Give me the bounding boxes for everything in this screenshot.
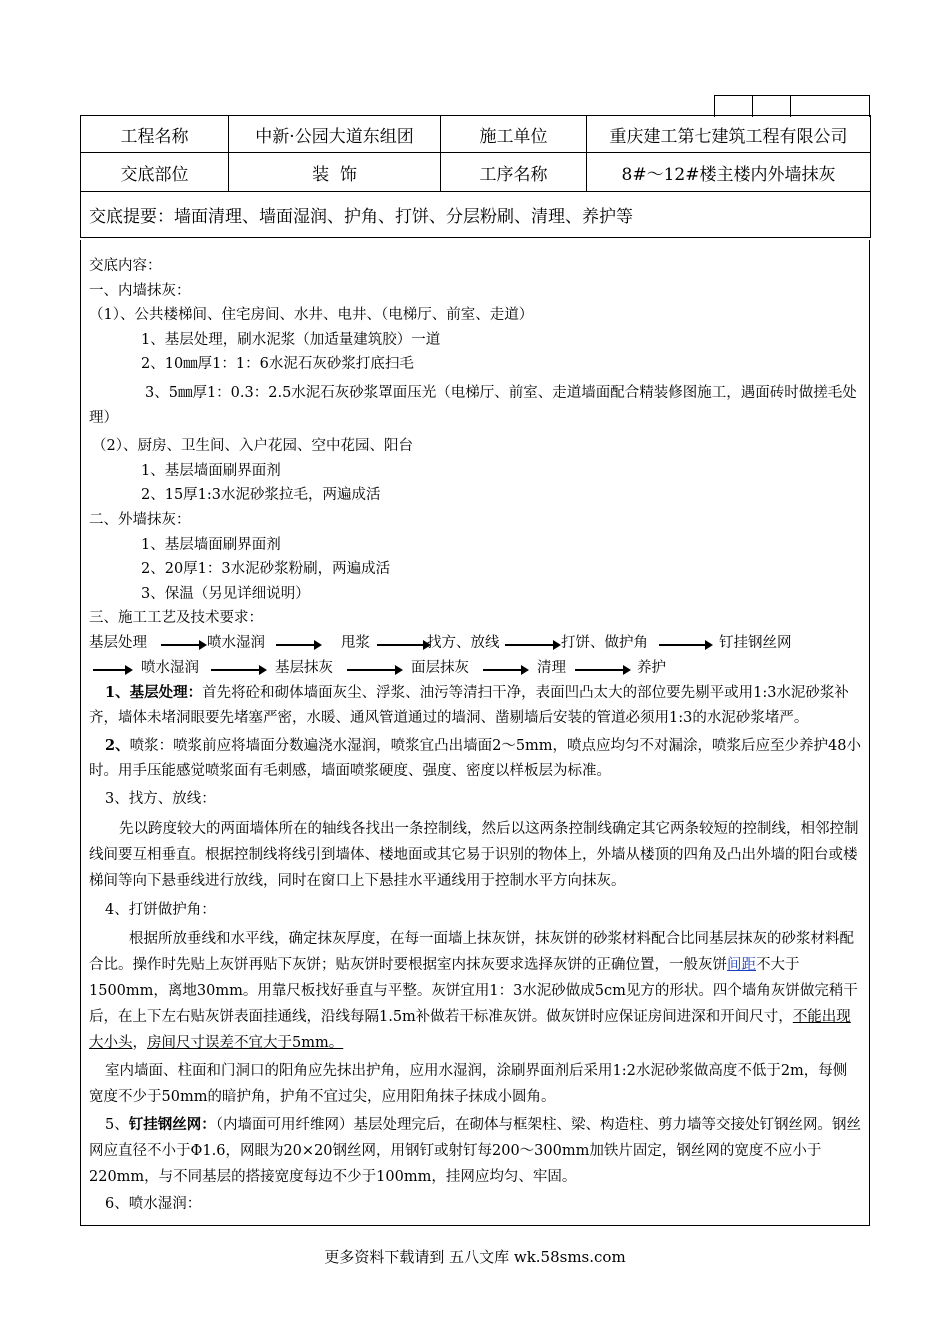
p5-heading: 钉挂钢丝网： (128, 1116, 216, 1134)
p6-heading: 6、喷水湿润： (105, 1196, 202, 1213)
item: 3、保温（另见详细说明） (141, 585, 310, 602)
p2-text: 喷浆：喷浆前应将墙面分数遍浇水湿润，喷浆宜凸出墙面2～5mm，喷点应均匀不对漏涂，喷浆后应至少养护48小时。用手压能感觉喷浆面有毛刺感，墙面喷浆硬度、强度、密度以样板层为标准。 (89, 738, 861, 779)
section-3: 三、施工工艺及技术要求： (89, 610, 263, 627)
flow-step: 喷水湿润 (141, 659, 199, 676)
item: 1、基层墙面刷界面剂 (141, 536, 281, 553)
summary: 交底提要：墙面清理、墙面湿润、护角、打饼、分层粉刷、清理、养护等 (81, 192, 871, 238)
arrow-icon (377, 644, 429, 646)
p1-heading: 1、基层处理： (105, 683, 203, 701)
contractor-value: 重庆建工第七建筑工程有限公司 (587, 116, 871, 153)
section-1-1: （1）、公共楼梯间、住宅房间、水井、电井、（电梯厅、前室、走道） (89, 307, 534, 324)
flow-step: 钉挂钢丝网 (719, 634, 792, 651)
process-value: 8#～12#楼主楼内外墙抹灰 (587, 153, 871, 192)
content-title: 交底内容： (89, 258, 162, 274)
p1-text: 首先将砼和砌体墙面灰尘、浮浆、油污等清扫干净，表面凹凸太大的部位要先剔平或用1:3水泥砂浆补齐，墙体未堵洞眼要先堵塞严密，水暖、通风管道通过的墙洞、凿剔墙后安装的管道必须用1:3的水泥砂浆堵严。 (89, 684, 849, 726)
p4-text-b: 不大于1500mm，离地30mm。用靠尺板找好垂直与平整。灰饼宜用1：3水泥砂做成5cm见方的形状。四个墙角灰饼做完稍干后，在上下左右贴灰饼表面挂通线，沿线每隔1.5m补做若干标准灰饼。做灰饼时应保证房间进深和开间尺寸， (89, 957, 858, 1026)
section-1: 一、内墙抹灰： (89, 282, 191, 299)
paragraph-2 (89, 734, 861, 783)
p4-separator: ， (132, 1035, 147, 1052)
item: 2、15厚1:3水泥砂浆拉毛，两遍成活 (141, 487, 381, 504)
paragraph-1 (89, 681, 861, 730)
item: 1、基层处理，刷水泥浆（加适量建筑胶）一道 (141, 331, 441, 348)
p5-number: 5、 (105, 1117, 129, 1134)
project-label: 工程名称 (81, 116, 229, 153)
flow-step: 找方、放线 (427, 634, 500, 651)
contractor-label: 施工单位 (441, 116, 587, 153)
p3-heading: 3、找方、放线： (105, 791, 216, 808)
item: 2、20厚1：3水泥砂浆粉刷，两遍成活 (141, 561, 391, 578)
flow-step: 面层抹灰 (411, 659, 469, 676)
section-1-2: （2）、厨房、卫生间、入户花园、空中花园、阳台 (92, 438, 413, 455)
item: 3、5㎜厚1：0.3：2.5水泥石灰砂浆罩面压光（电梯厅、前室、走道墙面配合精装修图施工，遇面砖时做搓毛处理） (89, 384, 857, 426)
flow-step: 打饼、做护角 (561, 634, 648, 651)
p2-heading: 2、 (105, 737, 130, 755)
header-table (80, 115, 871, 238)
p4-text-a: 根据所放垂线和水平线，确定抹灰厚度，在每一面墙上抹灰饼，抹灰饼的砂浆材料配合比同基层抹灰的砂浆材料配合比。操作时先贴上灰饼再贴下灰饼；贴灰饼时要根据室内抹灰要求选择灰饼的正确位置，一般灰饼 (89, 931, 854, 974)
flow-step: 养护 (637, 659, 666, 676)
paragraph-5 (89, 1112, 861, 1190)
p5-text: （内墙面可用纤维网）基层处理完后，在砌体与框架柱、梁、构造柱、剪力墙等交接处钉钢丝网。钢丝网应直径不小于Φ1.6，网眼为20×20钢丝网，用钢钉或射钉每200～300mm加铁片固定，钢丝网的宽度不应小于220mm，与不同基层的搭接宽度每边不少于100mm，挂网应均匀、牢固。 (89, 1117, 861, 1186)
footer-note: 更多资料下载请到 五八文库 wk.58sms.com (324, 1248, 626, 1266)
item: 2、10㎜厚1：1：6水泥石灰砂浆打底扫毛 (141, 356, 414, 373)
flow-step: 清理 (537, 659, 566, 676)
project-value: 中新·公园大道东组团 (229, 116, 441, 153)
flow-step: 基层抹灰 (275, 659, 333, 676)
arrow-icon (211, 669, 265, 671)
p4-underline-1: 不能出现大小头 (89, 1009, 851, 1052)
arrow-icon (505, 644, 559, 646)
arrow-icon (161, 644, 205, 646)
flow-step: 喷水湿润 (207, 634, 265, 651)
arrow-icon (347, 669, 401, 671)
flow-step: 甩浆 (341, 634, 370, 651)
corner-boxes (714, 95, 870, 117)
arrow-icon (659, 644, 711, 646)
process-flow (89, 631, 861, 681)
p4-heading: 4、打饼做护角： (105, 901, 216, 918)
arrow-icon (483, 669, 527, 671)
content-box (80, 240, 870, 1226)
spacing-link[interactable]: 间距 (727, 957, 756, 974)
item: 1、基层墙面刷界面剂 (141, 462, 281, 479)
part-value: 装 饰 (229, 153, 441, 192)
part-label: 交底部位 (81, 153, 229, 192)
arrow-icon (93, 669, 131, 671)
flow-step: 基层处理 (89, 634, 147, 651)
paragraph-4 (89, 926, 861, 1056)
arrow-icon (276, 644, 320, 646)
p3-text: 先以跨度较大的两面墙体所在的轴线各找出一条控制线，然后以这两条控制线确定其它两条较短的控制线，相邻控制线间要互相垂直。根据控制线将线引到墙体、楼地面或其它易于识别的物体上，外墙从楼顶的四角及凸出外墙的阳台或楼梯间等向下悬垂线进行放线，同时在窗口上下悬挂水平通线用于控制水平方向抹灰。 (89, 820, 859, 889)
section-2: 二、外墙抹灰： (89, 511, 191, 528)
arrow-icon (575, 669, 629, 671)
process-label: 工序名称 (441, 153, 587, 192)
p4-text-c: 室内墙面、柱面和门洞口的阳角应先抹出护角，应用水湿润，涂刷界面剂后采用1:2水泥砂浆做高度不低于2m，每侧宽度不少于50mm的暗护角，护角不宜过尖，应用阳角抹子抹成小圆角。 (89, 1063, 848, 1106)
p4-underline-2: 房间尺寸误差不宜大于5mm。 (147, 1035, 344, 1052)
